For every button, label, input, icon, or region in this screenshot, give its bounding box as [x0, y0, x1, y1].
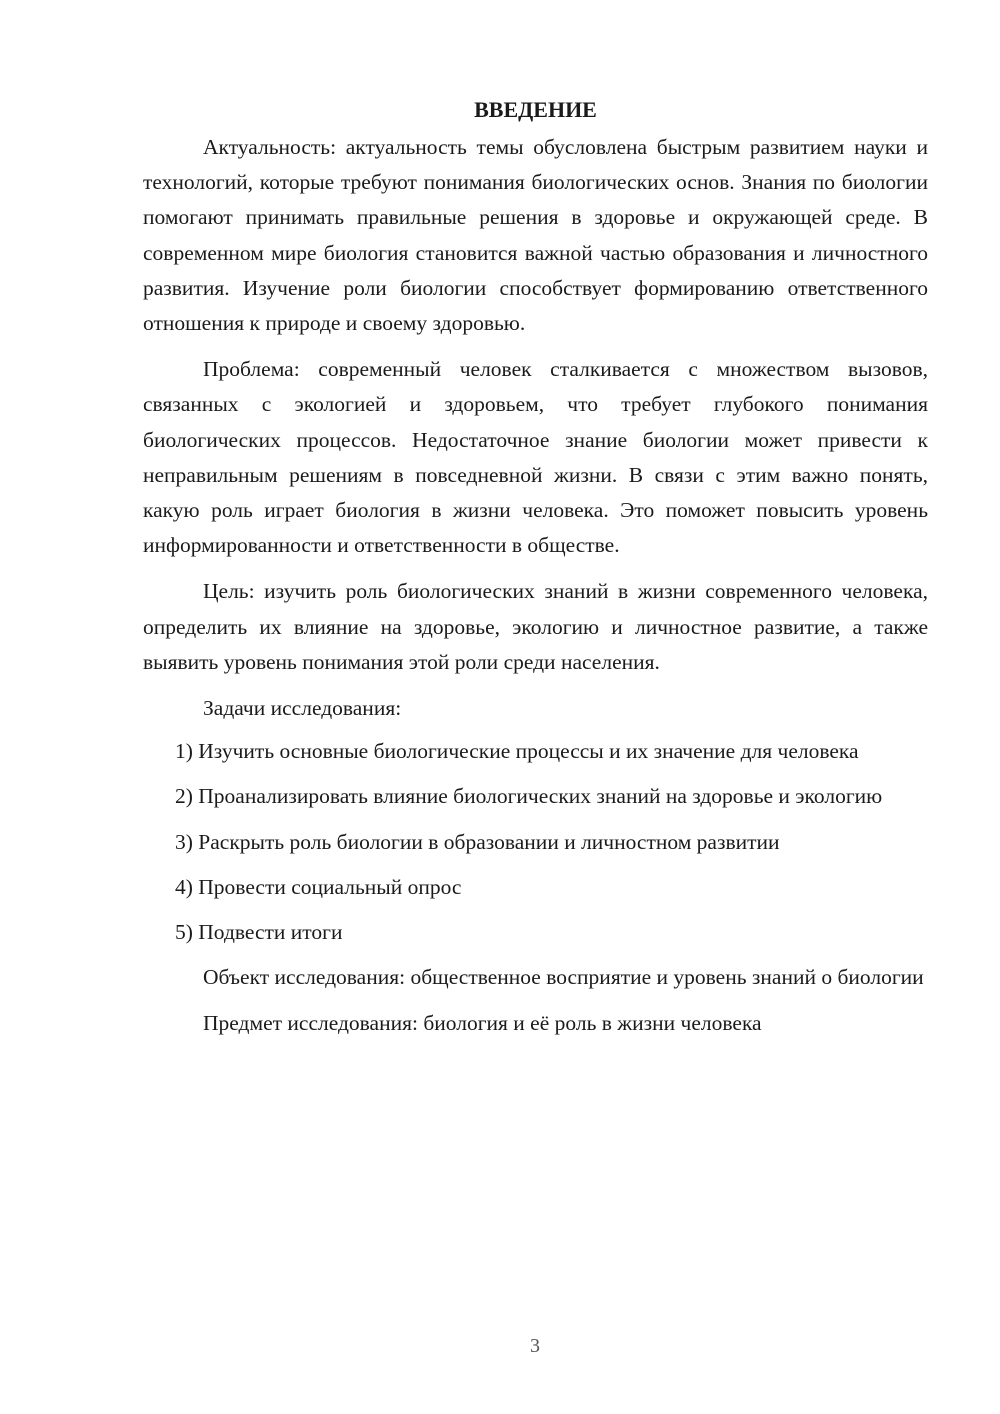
tasks-heading: Задачи исследования:: [203, 696, 402, 721]
tasks-list: [143, 734, 928, 950]
task-item: 1) Изучить основные биологические процессы и их значение для человека: [175, 739, 859, 764]
page-number: 3: [530, 1335, 540, 1357]
task-item: 5) Подвести итоги: [175, 920, 343, 945]
paragraph-goal: Цель: изучить роль биологических знаний в жизни современного человека, определить их влияние на здоровье, экологию и личностное развитие, а также выявить уровень понимания этой роли среди населения.: [143, 579, 928, 674]
task-item: 4) Провести социальный опрос: [175, 874, 462, 899]
paragraph-relevance: Актуальность: актуальность темы обусловлена быстрым развитием науки и технологий, которые требуют понимания биологических основ. Знания по биологии помогают принимать правильные решения в здоровье и окружающей среде. В современном мире биология становится важной частью образования и личностного развития. Изучение роли биологии способствует формированию ответственного отношения к природе и своему здоровью.: [143, 135, 928, 336]
paragraph-subject: Предмет исследования: биология и её роль в жизни человека: [203, 1011, 762, 1036]
task-item: 3) Раскрыть роль биологии в образовании и личностном развитии: [175, 829, 780, 854]
paragraph-object: Объект исследования: общественное восприятие и уровень знаний о биологии: [203, 965, 924, 990]
section-title: ВВЕДЕНИЕ: [474, 97, 597, 122]
paragraph-problem: Проблема: современный человек сталкивается с множеством вызовов, связанных с экологией и здоровьем, что требует глубокого понимания биологических процессов. Недостаточное знание биологии может привести к неправильным решениям в повседневной жизни. В связи с этим важно понять, какую роль играет биология в жизни человека. Это поможет повысить уровень информированности и ответственности в обществе.: [143, 357, 928, 558]
document-page: [143, 94, 928, 1053]
task-item: 2) Проанализировать влияние биологических знаний на здоровье и экологию: [175, 784, 883, 809]
